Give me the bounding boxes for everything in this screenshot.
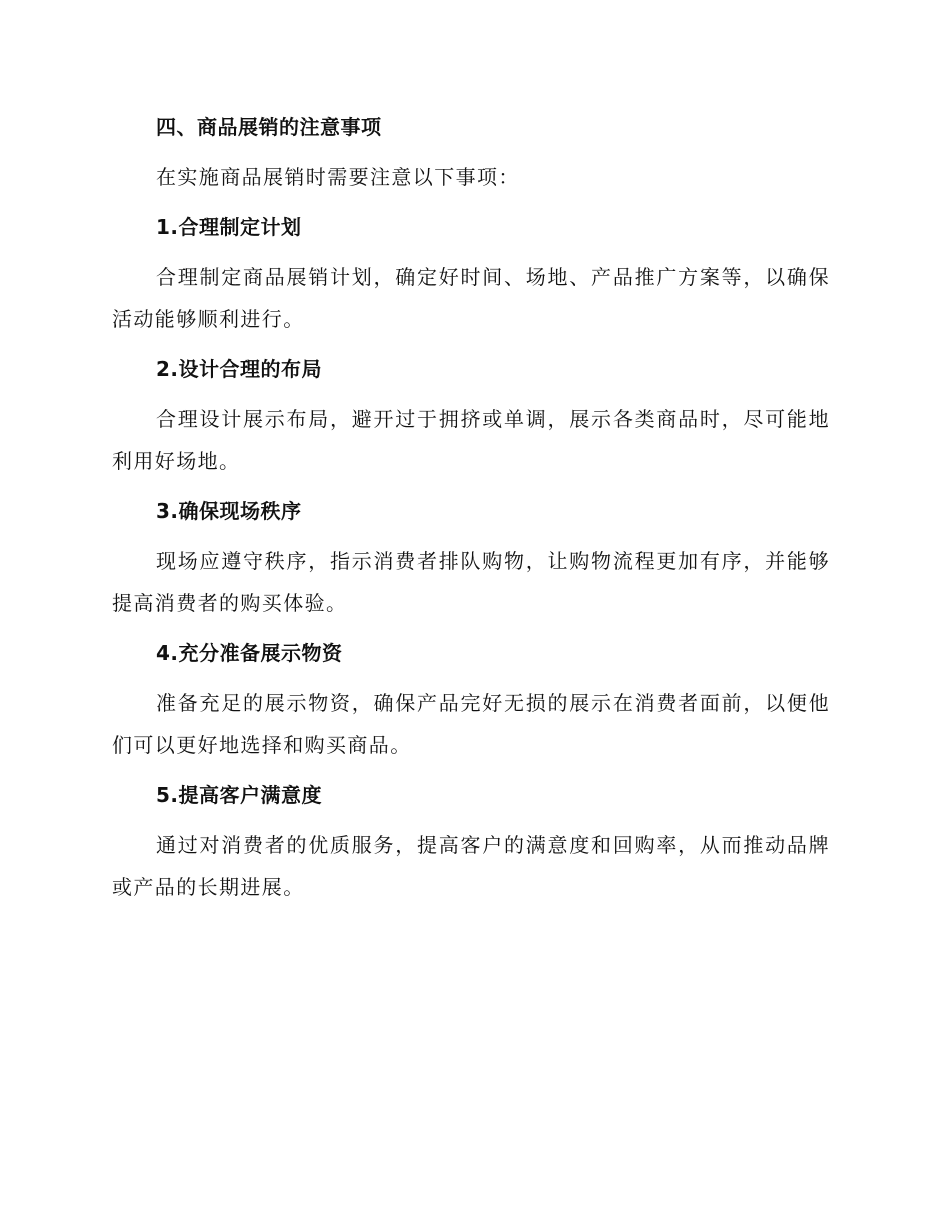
item-body-5: 通过对消费者的优质服务，提高客户的满意度和回购率，从而推动品牌或产品的长期进展。 <box>112 833 830 899</box>
item-heading-2: 2.设计合理的布局 <box>156 357 323 381</box>
item-body-3: 现场应遵守秩序，指示消费者排队购物，让购物流程更加有序，并能够提高消费者的购买体验。 <box>112 549 830 615</box>
item-heading-1: 1.合理制定计划 <box>156 215 302 239</box>
intro-paragraph: 在实施商品展销时需要注意以下事项： <box>156 165 520 189</box>
item-heading-3: 3.确保现场秩序 <box>156 499 302 523</box>
section-title: 四、商品展销的注意事项 <box>156 115 382 139</box>
item-heading-4: 4.充分准备展示物资 <box>156 641 343 665</box>
item-body-1: 合理制定商品展销计划，确定好时间、场地、产品推广方案等，以确保活动能够顺利进行。 <box>112 265 830 331</box>
item-body-4: 准备充足的展示物资，确保产品完好无损的展示在消费者面前，以便他们可以更好地选择和购买商品。 <box>112 691 830 757</box>
item-heading-5: 5.提高客户满意度 <box>156 783 323 807</box>
item-body-2: 合理设计展示布局，避开过于拥挤或单调，展示各类商品时，尽可能地利用好场地。 <box>112 407 830 473</box>
document-body <box>112 112 830 908</box>
